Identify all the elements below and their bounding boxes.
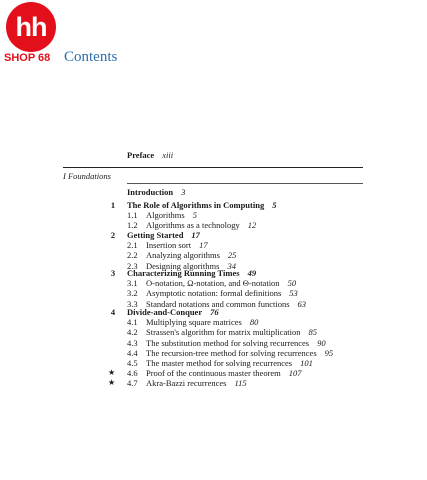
chapter-title [127, 230, 200, 240]
star-icon: ★ [108, 378, 116, 388]
section-title-text: Asymptotic notation: formal definitions [146, 288, 282, 299]
toc-section-3-2[interactable] [0, 288, 427, 298]
section-title-text: Proof of the continuous master theorem [146, 368, 281, 379]
section-title-text: Standard notations and common functions [146, 298, 290, 309]
chapter-title-text: Characterizing Running Times [127, 268, 240, 278]
section-page: 63 [297, 298, 307, 309]
section-number: 3.2 [127, 288, 138, 299]
section-number: 3.3 [127, 298, 138, 309]
section-page: 34 [227, 260, 236, 271]
section-title-text: The substitution method for solving recurrences [146, 337, 310, 348]
section-number: 4.5 [127, 358, 138, 368]
section-title-text: Analyzing algorithms [146, 250, 220, 261]
section-number: 4.1 [127, 317, 138, 328]
section-title [146, 278, 296, 288]
chapter-page: 5 [272, 200, 277, 210]
preface-label: Preface [127, 150, 155, 160]
logo-text: SHOP 68 [4, 52, 51, 64]
section-title [146, 240, 208, 250]
toc-chapter-1[interactable] [0, 200, 427, 210]
chapter-title-text: Divide-and-Conquer [127, 307, 203, 317]
section-page: 101 [300, 358, 313, 368]
section-page: 5 [192, 210, 197, 221]
section-title [146, 358, 313, 368]
shop-logo [6, 2, 56, 64]
toc-chapter-3[interactable] [0, 268, 427, 278]
toc-section-4-5[interactable] [0, 358, 427, 368]
chapter-number: 4 [110, 307, 116, 317]
section-title [146, 368, 302, 378]
section-page: 95 [324, 347, 334, 358]
section-title-text: The recursion-tree method for solving recurrences [146, 347, 317, 358]
section-page: 85 [308, 327, 318, 338]
section-title [146, 327, 317, 337]
section-title [146, 210, 197, 220]
section-title [146, 378, 247, 388]
section-number: 4.7 [127, 378, 138, 389]
chapter-number: 2 [110, 230, 116, 240]
chapter-title [127, 307, 219, 317]
section-title [146, 250, 236, 260]
section-title-text: Multiplying square matrices [146, 317, 242, 328]
section-number: 4.6 [127, 368, 138, 379]
section-page: 80 [249, 317, 259, 328]
section-page: 25 [227, 250, 237, 261]
section-number: 1.1 [127, 210, 138, 221]
toc-section-4-7[interactable] [0, 378, 427, 388]
section-page: 90 [317, 337, 326, 348]
star-icon: ★ [108, 368, 116, 378]
toc-section-2-1[interactable] [0, 240, 427, 250]
section-number: 4.3 [127, 337, 138, 348]
section-page: 17 [199, 240, 208, 251]
chapter-title-text: Getting Started [127, 230, 184, 240]
chapter-page: 76 [210, 307, 219, 317]
section-title-text: Algorithms [146, 210, 185, 221]
section-number: 2.1 [127, 240, 138, 251]
section-title [146, 317, 258, 327]
chapter-page: 17 [191, 230, 200, 240]
logo-circle: hh [6, 2, 56, 52]
section-page: 50 [287, 278, 297, 289]
toc-section-1-1[interactable] [0, 210, 427, 220]
section-title-text: Algorithms as a technology [146, 220, 240, 231]
section-title-text: Strassen's algorithm for matrix multiplication [146, 327, 301, 338]
section-title-text: O-notation, Ω-notation, and Θ-notation [146, 278, 280, 289]
toc-section-4-3[interactable] [0, 338, 427, 348]
toc-preface[interactable] [127, 150, 173, 160]
toc-section-1-2[interactable] [0, 220, 427, 230]
section-title [146, 338, 326, 348]
section-title [146, 348, 333, 358]
section-number: 2.3 [127, 260, 138, 271]
section-title-text: Insertion sort [146, 240, 192, 251]
section-title-text: Designing algorithms [146, 260, 220, 271]
section-page: 107 [288, 368, 302, 379]
toc-chapter-4[interactable] [0, 307, 427, 317]
chapter-title [127, 268, 256, 278]
section-page: 115 [234, 378, 247, 389]
introduction-page: 3 [181, 187, 186, 197]
chapter-number: 3 [110, 268, 116, 278]
section-title-text: Akra-Bazzi recurrences [146, 378, 227, 389]
section-title [146, 288, 298, 298]
section-number: 4.2 [127, 327, 138, 338]
toc-section-2-2[interactable] [0, 250, 427, 260]
page-title: Contents [64, 49, 118, 65]
section-title-text: The master method for solving recurrences [146, 358, 293, 368]
part-subdivider [127, 183, 363, 184]
toc-introduction[interactable] [127, 187, 185, 197]
preface-page: xiii [162, 150, 174, 160]
chapter-title [127, 200, 276, 210]
toc-section-4-1[interactable] [0, 317, 427, 327]
toc-chapter-2[interactable] [0, 230, 427, 240]
toc-section-4-6[interactable] [0, 368, 427, 378]
section-number: 3.1 [127, 278, 138, 289]
section-number: 4.4 [127, 347, 138, 358]
toc-section-3-1[interactable] [0, 278, 427, 288]
toc-section-4-4[interactable] [0, 348, 427, 358]
section-number: 2.2 [127, 250, 138, 261]
chapter-number: 1 [110, 200, 116, 210]
section-title [146, 220, 256, 230]
introduction-label: Introduction [127, 187, 174, 197]
section-number: 1.2 [127, 220, 138, 231]
section-page: 12 [247, 220, 257, 231]
chapter-page: 49 [247, 268, 257, 278]
part-heading: I Foundations [63, 171, 111, 181]
section-page: 53 [289, 288, 298, 299]
part-divider [63, 167, 363, 168]
chapter-title-text: The Role of Algorithms in Computing [127, 200, 265, 210]
toc-section-4-2[interactable] [0, 327, 427, 337]
